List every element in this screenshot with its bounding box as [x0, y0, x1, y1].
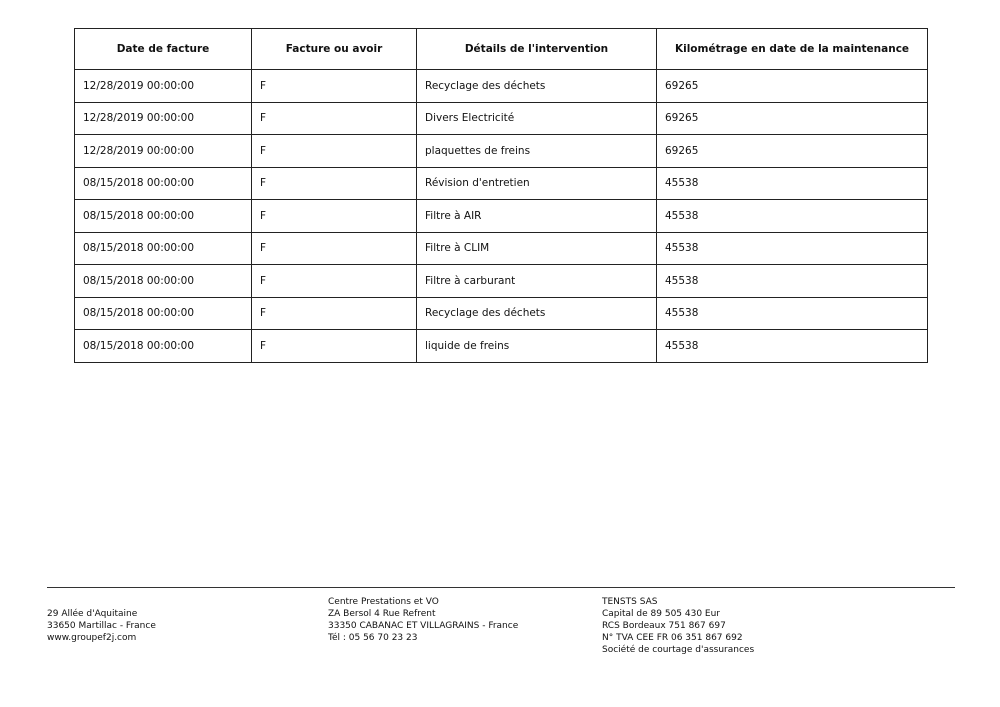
cell-km: 45538 — [657, 200, 928, 233]
cell-details: Recyclage des déchets — [417, 297, 657, 330]
cell-type: F — [252, 70, 417, 103]
cell-type: F — [252, 330, 417, 363]
table-row — [75, 297, 928, 330]
cell-km: 45538 — [657, 232, 928, 265]
cell-km: 69265 — [657, 102, 928, 135]
footer-divider — [47, 587, 955, 588]
table-row — [75, 102, 928, 135]
footer-company-line: RCS Bordeaux 751 867 697 — [602, 621, 726, 631]
footer-company-info — [602, 596, 754, 656]
maintenance-table — [74, 28, 928, 363]
cell-km: 69265 — [657, 135, 928, 168]
cell-date: 08/15/2018 00:00:00 — [75, 297, 252, 330]
cell-date: 08/15/2018 00:00:00 — [75, 232, 252, 265]
footer-company-line: Capital de 89 505 430 Eur — [602, 609, 721, 619]
footer-address-line: 29 Allée d'Aquitaine — [47, 609, 138, 619]
cell-type: F — [252, 200, 417, 233]
cell-type: F — [252, 167, 417, 200]
cell-details: Révision d'entretien — [417, 167, 657, 200]
cell-type: F — [252, 102, 417, 135]
cell-date: 12/28/2019 00:00:00 — [75, 102, 252, 135]
cell-details: Recyclage des déchets — [417, 70, 657, 103]
footer-website: www.groupef2j.com — [47, 633, 137, 643]
cell-km: 45538 — [657, 265, 928, 298]
cell-details: Divers Electricité — [417, 102, 657, 135]
cell-type: F — [252, 297, 417, 330]
footer-company-name: TENSTS SAS — [602, 597, 658, 607]
cell-km: 45538 — [657, 167, 928, 200]
cell-date: 12/28/2019 00:00:00 — [75, 135, 252, 168]
cell-km: 69265 — [657, 70, 928, 103]
table-row — [75, 265, 928, 298]
table-row — [75, 232, 928, 265]
footer-center-name: Centre Prestations et VO — [328, 597, 439, 607]
footer-center-line: 33350 CABANAC ET VILLAGRAINS - France — [328, 621, 519, 631]
table-row — [75, 135, 928, 168]
cell-type: F — [252, 135, 417, 168]
cell-date: 08/15/2018 00:00:00 — [75, 167, 252, 200]
cell-details: plaquettes de freins — [417, 135, 657, 168]
cell-type: F — [252, 265, 417, 298]
footer-center-info — [328, 596, 518, 644]
cell-date: 12/28/2019 00:00:00 — [75, 70, 252, 103]
cell-km: 45538 — [657, 297, 928, 330]
cell-details: Filtre à AIR — [417, 200, 657, 233]
table-row — [75, 167, 928, 200]
header-kilometrage: Kilométrage en date de la maintenance — [657, 29, 928, 70]
header-details-intervention: Détails de l'intervention — [417, 29, 657, 70]
cell-details: Filtre à CLIM — [417, 232, 657, 265]
footer-address-line: 33650 Martillac - France — [47, 621, 156, 631]
footer-address — [47, 608, 156, 644]
cell-date: 08/15/2018 00:00:00 — [75, 200, 252, 233]
cell-date: 08/15/2018 00:00:00 — [75, 265, 252, 298]
table-header-row — [75, 29, 928, 70]
table-row — [75, 200, 928, 233]
cell-details: Filtre à carburant — [417, 265, 657, 298]
cell-type: F — [252, 232, 417, 265]
cell-date: 08/15/2018 00:00:00 — [75, 330, 252, 363]
footer-company-line: Société de courtage d'assurances — [602, 645, 755, 655]
header-facture-avoir: Facture ou avoir — [252, 29, 417, 70]
table-row — [75, 70, 928, 103]
cell-details: liquide de freins — [417, 330, 657, 363]
cell-km: 45538 — [657, 330, 928, 363]
table-row — [75, 330, 928, 363]
header-date-facture: Date de facture — [75, 29, 252, 70]
footer-center-line: ZA Bersol 4 Rue Refrent — [328, 609, 436, 619]
footer-phone: Tél : 05 56 70 23 23 — [328, 633, 418, 643]
footer-company-line: N° TVA CEE FR 06 351 867 692 — [602, 633, 743, 643]
